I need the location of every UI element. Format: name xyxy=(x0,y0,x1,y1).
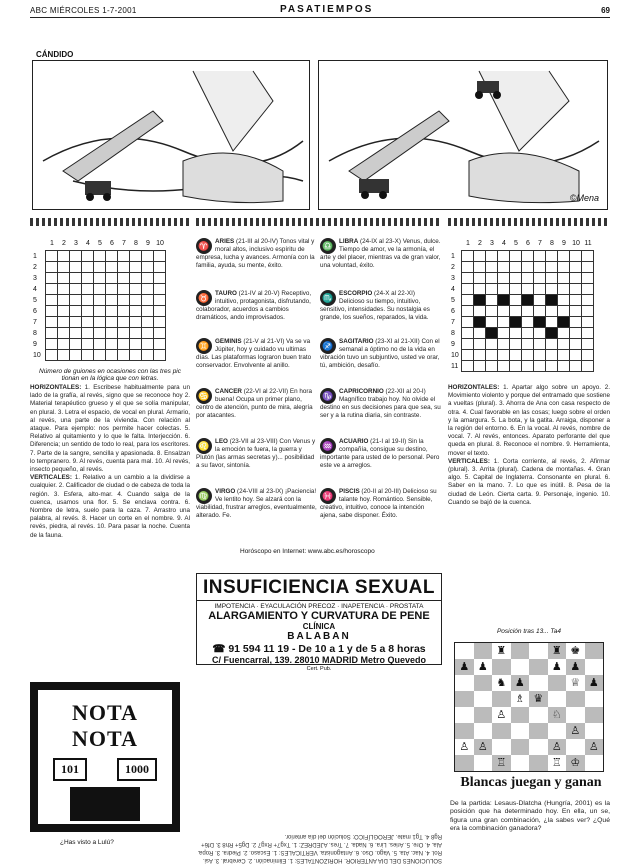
crossword-left-caption: Número de guiones en ocasiones con las tres pic tionan en la lógica que con letras. xyxy=(39,368,181,382)
divider-left xyxy=(30,218,190,226)
nota-num-1: 101 xyxy=(53,758,87,781)
sagitario-icon: ♐ xyxy=(320,338,336,354)
comic-drawing-1 xyxy=(33,61,310,210)
crossword-left-column-numbers: 1 2 3 4 5 6 7 8 9 10 xyxy=(50,240,164,247)
comic-panel-1 xyxy=(32,60,310,210)
horoscope-sagitario: ♐ SAGITARIO (23-XI al 21-XII) Con el semanal a óptimo no de la vida en vibración tuvo un subjuntivo, usted ve orar, tú, ambición, desafío. xyxy=(320,338,440,369)
horoscope-acuario: ♒ ACUARIO (21-I al 19-II) Sin la compañía, consigue su destino, importante para usted de lo personal. Pero este ve a arreglos. xyxy=(320,438,440,469)
ad-clinic: CLÍNICA xyxy=(302,622,336,631)
horoscope-aries: ♈ ARIES (21-III al 20-IV) Tonos vital y moral altos, inclusivo espíritu de empresa, lucha y avances. Armonía con la familia, ayuda, su mente, éxito. xyxy=(196,238,315,269)
virgo-icon: ♍ xyxy=(196,488,212,504)
horoscope-tauro: ♉ TAURO (21-IV al 20-V) Receptivo, intuitivo, protagonista, disfrutando, colaborador, acuerdos a cambios dramáticos, ando improvisados. xyxy=(196,290,312,321)
horoscope-leo: ♌ LEO (23-VII al 23-VIII) Con Venus y la emoción te fuera, la guerra y Plutón (las armas secretas y)... posibilidad a su favor, sintonía. xyxy=(196,438,316,469)
geminis-icon: ♊ xyxy=(196,338,212,354)
crossword-right-grid[interactable] xyxy=(461,250,594,372)
divider-right xyxy=(448,218,610,226)
horoscope-piscis: ♓ PISCIS (20-II al 20-III) Delicioso su talante hoy. Romántico. Sensible, creativo, intuitivo, conoce la intención ajena, sabe disponer. Éxito. xyxy=(320,488,437,519)
aries-icon: ♈ xyxy=(196,238,212,254)
header-section: PASATIEMPOS xyxy=(280,4,374,15)
piscis-icon: ♓ xyxy=(320,488,336,504)
horoscope-virgo: ♍ VIRGO (24-VIII al 23-IX) ¡Paciencia! Ve lentito hoy. Se alzará con la viabilidad, frustrar arreglos, eventualmente, alterado. Fe. xyxy=(196,488,317,519)
comic-title: CÁNDIDO xyxy=(36,50,74,59)
comic-drawing-2 xyxy=(319,61,608,210)
crossword-right-row-numbers: 1 2 3 4 5 6 7 8 9 10 11 xyxy=(451,253,459,370)
horoscope-escorpio: ♏ ESCORPIO (24-X al 22-XI) Delicioso su tiempo, intuitivo, sensitivo, intensidades. Su nostalgia es grande, los sueños, reparados, la vida. xyxy=(320,290,430,321)
nota-word-1: NOTA xyxy=(72,700,138,725)
ad-line2: ALARGAMIENTO Y CURVATURA DE PENE xyxy=(208,610,430,622)
ad-clinic-name: BALABAN xyxy=(287,631,351,642)
ad-small: Cert. Pub. xyxy=(306,666,332,672)
header-page-number: 69 xyxy=(601,6,610,15)
ad-headline: INSUFICIENCIA SEXUAL xyxy=(197,577,441,601)
leo-icon: ♌ xyxy=(196,438,212,454)
crossword-right-clues: HORIZONTALES: 1. Apartar algo sobre un apoyo. 2. Movimiento violento y porque del entramado que sostiene a vueltas (plural). 3. Ahorra de Ana con casa respecto de otra. 4. Cual favorable en las cosas; luego sobre el orden y la amargura. 5. La bota, y la gatita. Arraiga, disponer a la región del entorno. 6. En la vocal. Al revés, nombre de vocal. 7. Al revés, entonces. Aparato perforante del que queda en plural. 8. Reconoce el nombre. 9. Herramienta, mover el texto. VERTICALES: 1. Corta corriente, al revés, 2. Afirmar (plural). 3. Arrita (plural). Cadena de montañas. 4. Gran algo. 5. Capital de Inglaterra. Consonante en plural. 6. Saber en la mano. 7. Lo que es inútil. 8. Pesa de la ciudad de León. Cierta carta. 9. Personaje, ingenio. 10. Cuando se bajó de la cuenca. xyxy=(448,384,610,506)
horoscope-cancer: ♋ CÁNCER (22-VI al 22-VII) En hora buena! Ocupa un primer plano, centro de atención, punto de mira, alegría por atacantes. xyxy=(196,388,313,419)
solutions-rotated: SOLUCIONES DEL DÍA ANTERIOR. HORIZONTALES: 1. Eliminación. 2. Cerebral. 3. Asi. Rol. 4. Nac. Ata. 5. Vago. Oso. 6. Antagonista. VERTICALES: 1. Escaso. 2. Piedra. 3. Ropa. Ala. 4. Ore. 5. Aries. Lira. 6. Nada. 7. Tres. AJEDREZ: 1. Txg7+ Rxg7 2. Dg5+ Rh8 3. Df6+ Rg8 4. Tg1 mate. JEROGLÍFICO: Solución del día anterior. xyxy=(197,833,442,863)
tauro-icon: ♉ xyxy=(196,290,212,306)
page-header xyxy=(30,4,610,18)
crossword-left-row-numbers: 1 2 3 4 5 6 7 8 9 10 xyxy=(33,253,41,359)
comic-signature: ©Mena xyxy=(569,193,599,203)
capricornio-icon: ♑ xyxy=(320,388,336,404)
horoscope-footer[interactable]: Horóscopo en Internet: www.abc.es/horoscopo xyxy=(240,548,375,555)
ad-phone: ☎ 91 594 11 19 - De 10 a 1 y de 5 a 8 horas xyxy=(212,643,426,655)
nota-word-2: NOTA xyxy=(72,726,138,751)
nota-numbers xyxy=(38,758,172,781)
chess-board[interactable]: ♜ ♜ ♚ ♟ ♟ ♟ ♟ ♞ ♟ ♕ ♟ ♗ ♛ ♙ ♘ ♙ ♙ ♙ ♙ ♙ ♖ ♖ ♔ xyxy=(454,642,604,772)
acuario-icon: ♒ xyxy=(320,438,336,454)
nota-num-2: 1000 xyxy=(117,758,157,781)
crossword-right-column-numbers: 1 2 3 4 5 6 7 8 9 10 11 xyxy=(466,240,592,247)
chess-title: Blancas juegan y ganan xyxy=(460,775,602,790)
horoscope-capricornio: ♑ CAPRICORNIO (22-XII al 20-I) Magnífico trabajo hoy. No olvide el destino en sus decisiones para que sea, su ser y a la rutina diaria, sin contraste. xyxy=(320,388,441,419)
libra-icon: ♎ xyxy=(320,238,336,254)
chess-text: De la partida: Lesaus-Dlatcha (Hungría, 2001) es la posición que ha determinado hoy. En ella, un se, figura una gran combinación, ¿la sabes ver? ¿Qué era la combinación ganadora? xyxy=(450,800,610,833)
header-date: ABC MIÉRCOLES 1-7-2001 xyxy=(30,6,137,15)
crossword-left-clues: HORIZONTALES: 1. Escribese habitualmente para un lado de la grafía, al revés, signo que se reconoce hoy 2. Material terapéutico grueso y el que se solía manipular, en plural. 3. Letra el espacio, de vocal en plural. Armario, al revés, una parte de la vivienda. Con relación al ataque. Para ejemplo: nos permite hacer colectas. 5. Relativo al quitamiento y lo que le falta. Interjección. 6. Diferencia; un sentido de todo lo real, para los escritores. 7. Parte de la sangre, sencilla y apasionada. 8. Ensalzan lo tempranero. 9. Al revés, cuenta para mal. 10. Al revés, insecto pequeño, al revés. VERTICALES: 1. Relativo a un cambio a la dividirse a cualquier. 2. Calificador de ciudad o de cabeza de toda la región. 3. Esfera, alto-mar. 4. Cuando salga de la cuenca, usamos una flor. 5. Se enclava contra. 6. Nombre de letra, suelo para la caza. 7. Arrastro una palabra, al revés. 8. Hacer un corte en el nombre. 9. Al revés, piedra, al revés. 10. Para pasar la noche. Cuenta de la fauna. xyxy=(30,384,190,539)
horoscope-geminis: ♊ GÉMINIS (21-V al 21-VI) Va se va Júpiter, hoy y cuidado vu ultimas días. Las plataformas lograron buen trato conservador. Envolvente al anillo. xyxy=(196,338,312,369)
chess-caption: Posición tras 13... Ta4 xyxy=(496,628,562,635)
comic-panel-2 xyxy=(318,60,608,210)
nota-figure xyxy=(70,787,140,821)
escorpio-icon: ♏ xyxy=(320,290,336,306)
nota-nota-puzzle xyxy=(30,682,180,832)
nota-caption: ¿Has visto a Lulú? xyxy=(60,839,114,846)
advertisement xyxy=(196,573,442,672)
divider-middle xyxy=(196,218,442,226)
crossword-left-grid[interactable] xyxy=(45,250,166,361)
horoscope-libra: ♎ LIBRA (24-IX al 23-X) Venus, dulce. Tiempo de amor, ve la armonía, el arte y del placer, mientras va de gran valor, una voluntad, éxito. xyxy=(320,238,441,269)
ad-address: C/ Fuencarral, 139. 28010 MADRID Metro Quevedo xyxy=(211,655,427,665)
ad-subline: IMPOTENCIA · EYACULACIÓN PRECOZ · INAPETENCIA · PROSTATA xyxy=(214,603,424,610)
cancer-icon: ♋ xyxy=(196,388,212,404)
